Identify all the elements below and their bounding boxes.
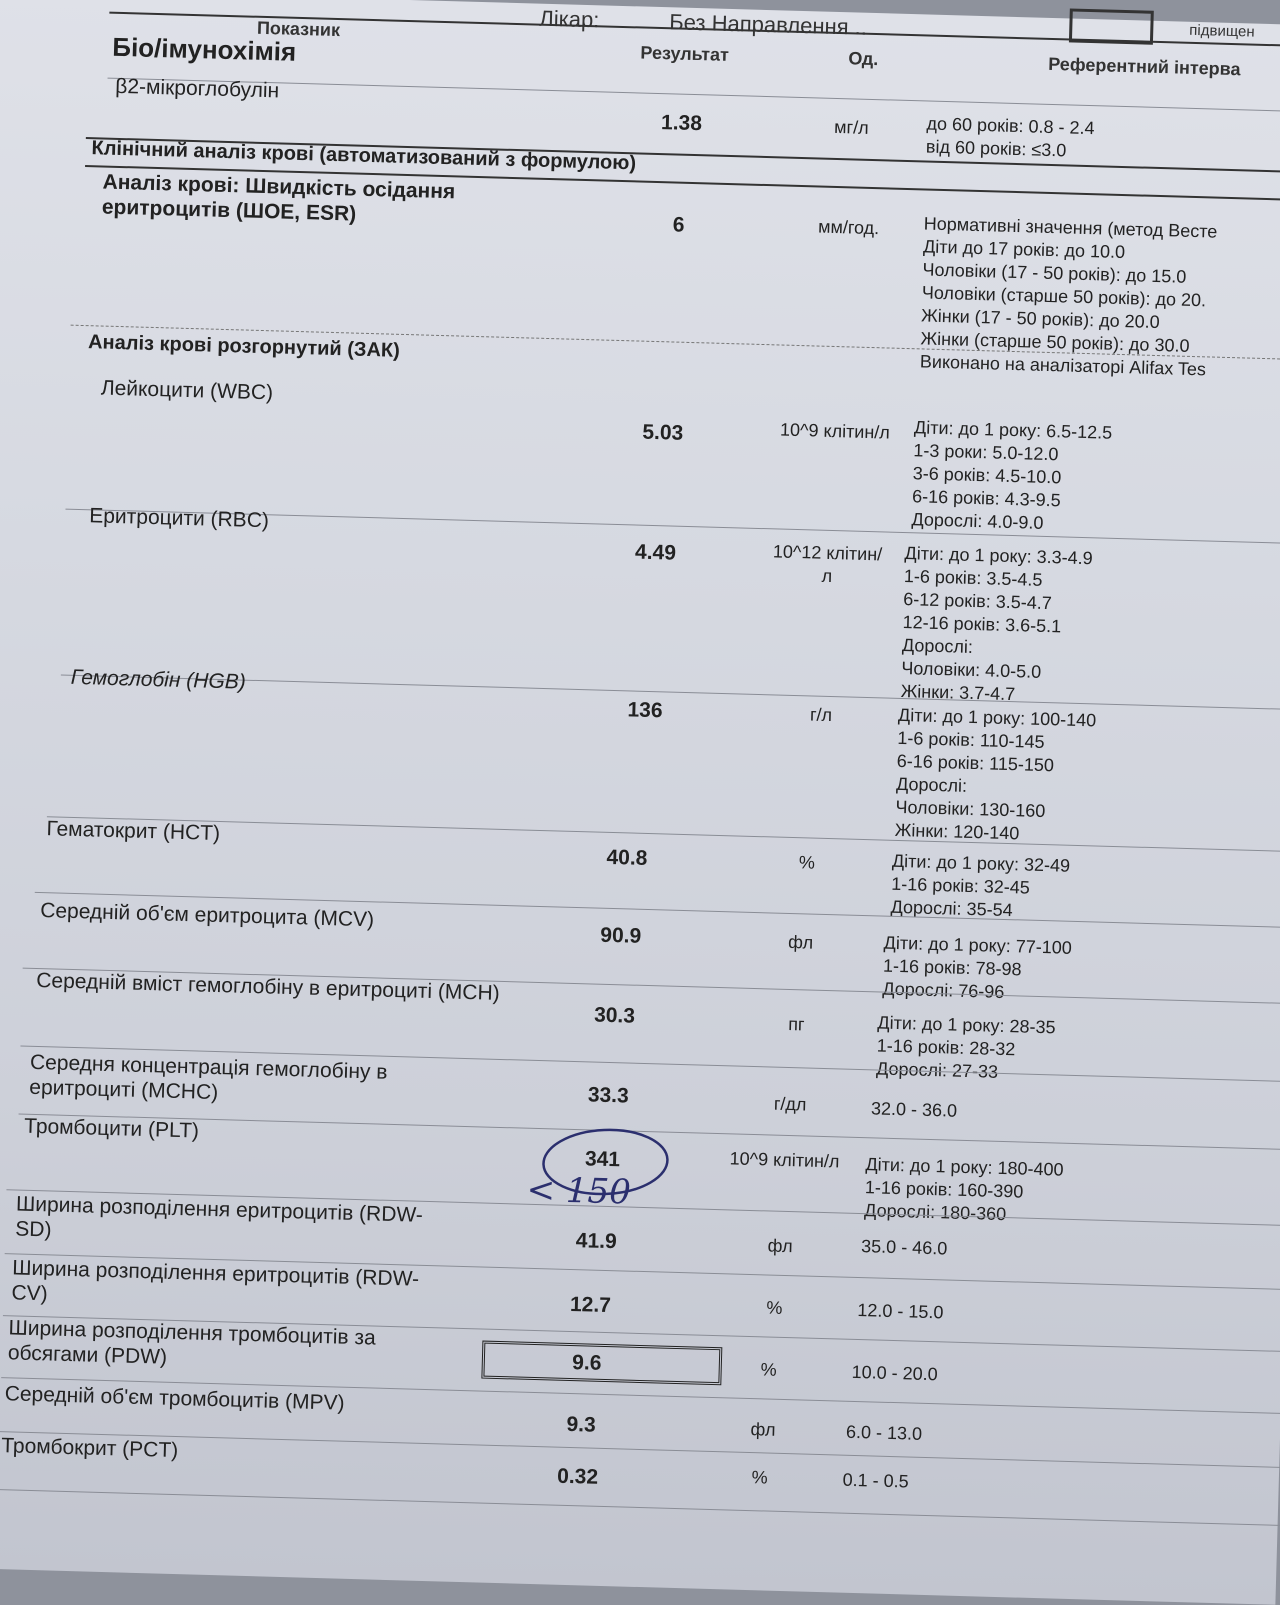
row-name-hgb: Гемоглобін (HGB) bbox=[70, 665, 247, 694]
row-unit-pdw: % bbox=[760, 1359, 778, 1380]
row-unit-rdwcv: % bbox=[766, 1297, 783, 1318]
row-name-esr: Аналіз крові: Швидкість осідання еритроцитів (ШОЕ, ESR) bbox=[101, 170, 456, 226]
row-name-wbc: Лейкоцити (WBC) bbox=[100, 376, 274, 405]
row-ref-rdwsd: 35.0 - 46.0 bbox=[860, 1236, 948, 1259]
row-unit-pct: % bbox=[751, 1467, 768, 1488]
row-unit-mchc: г/дл bbox=[773, 1093, 807, 1115]
row-value-rdwcv: 12.7 bbox=[569, 1292, 612, 1318]
doctor-label: Лікар: bbox=[539, 5, 600, 33]
row-value-rbc: 4.49 bbox=[634, 540, 677, 565]
section-bio: Біо/імунохімія bbox=[111, 31, 297, 67]
col-indicator: Показник bbox=[256, 17, 341, 41]
rule bbox=[0, 1431, 1280, 1468]
row-ref-mpv: 6.0 - 13.0 bbox=[845, 1421, 923, 1444]
row-name-rbc: Еритроцити (RBC) bbox=[88, 504, 270, 533]
row-ref-mcv: Діти: до 1 року: 77-100 1-16 років: 78-98 Дорослі: 76-96 bbox=[882, 932, 1073, 1002]
row-value-b2m: 1.38 bbox=[660, 111, 703, 136]
row-name-hct: Гематокрит (HCT) bbox=[46, 817, 221, 846]
handwritten-note: < 150 bbox=[526, 1169, 632, 1213]
row-unit-mpv: фл bbox=[750, 1419, 776, 1440]
rule bbox=[108, 78, 1280, 113]
corner-text: підвищен bbox=[1189, 21, 1255, 41]
row-value-wbc: 5.03 bbox=[642, 420, 684, 445]
row-unit-b2m: мг/л bbox=[833, 116, 869, 138]
row-unit-mch: пг bbox=[787, 1013, 805, 1035]
section-expanded: Аналіз крові розгорнутий (ЗАК) bbox=[87, 331, 401, 362]
row-ref-pct: 0.1 - 0.5 bbox=[842, 1469, 909, 1492]
row-value-esr: 6 bbox=[672, 213, 685, 237]
doctor-value: Без Направлення .. bbox=[668, 9, 868, 40]
row-name-plt: Тромбоцити (PLT) bbox=[23, 1114, 200, 1143]
row-name-pdw: Ширина розподілення тромбоцитів за обсягами (PDW) bbox=[7, 1316, 377, 1369]
row-unit-plt: 10^9 клітин/л bbox=[729, 1148, 840, 1172]
row-value-pdw: 9.6 bbox=[571, 1351, 602, 1375]
row-ref-plt: Діти: до 1 року: 180-400 1-16 років: 160-390 Дорослі: 180-360 bbox=[863, 1154, 1064, 1225]
row-ref-mch: Діти: до 1 року: 28-35 1-16 років: 28-32 Дорослі: 27-33 bbox=[875, 1012, 1056, 1082]
row-ref-mchc: 32.0 - 36.0 bbox=[870, 1098, 958, 1121]
col-result: Результат bbox=[640, 42, 730, 65]
row-value-mcv: 90.9 bbox=[600, 923, 642, 948]
row-value-pct: 0.32 bbox=[556, 1464, 599, 1489]
row-value-mchc: 33.3 bbox=[587, 1083, 630, 1108]
row-ref-wbc: Діти: до 1 року: 6.5-12.5 1-3 роки: 5.0-12.0 3-6 років: 4.5-10.0 6-16 років: 4.3-9.5 Дорослі: 4.0-9.0 bbox=[911, 417, 1113, 533]
section-clinical: Клінічний аналіз крові (автоматизований з формулою) bbox=[91, 137, 637, 175]
row-value-mch: 30.3 bbox=[593, 1003, 636, 1028]
row-unit-hct: % bbox=[798, 852, 816, 873]
rule bbox=[0, 1489, 1280, 1526]
row-ref-pdw: 10.0 - 20.0 bbox=[851, 1361, 939, 1385]
col-reference: Референтний інтерва bbox=[1048, 53, 1241, 80]
row-name-mcv: Середній об'єм еритроцита (MCV) bbox=[39, 899, 375, 932]
row-value-hct: 40.8 bbox=[606, 845, 648, 870]
col-unit: Од. bbox=[848, 48, 879, 70]
row-unit-wbc: 10^9 клітин/л bbox=[779, 419, 891, 443]
row-unit-rdwsd: фл bbox=[767, 1235, 793, 1257]
row-ref-b2m: до 60 років: 0.8 - 2.4 від 60 років: ≤3.0 bbox=[925, 113, 1095, 161]
row-name-mch: Середній вміст гемоглобіну в еритроциті (MCH) bbox=[35, 968, 500, 1005]
row-value-mpv: 9.3 bbox=[566, 1412, 597, 1437]
row-unit-mcv: фл bbox=[787, 931, 814, 953]
row-ref-rbc: Діти: до 1 року: 3.3-4.9 1-6 років: 3.5-4.5 6-12 років: 3.5-4.7 12-16 років: 3.6-5.1 Дорослі: Чоловіки: 4.0-5.0 Жінки: 3.7-4.7 bbox=[900, 543, 1093, 705]
row-value-plt: 341 bbox=[584, 1147, 621, 1172]
row-ref-rdwcv: 12.0 - 15.0 bbox=[857, 1300, 944, 1323]
row-value-hgb: 136 bbox=[627, 698, 663, 723]
row-ref-hct: Діти: до 1 року: 32-49 1-16 років: 32-45 Дорослі: 35-54 bbox=[890, 850, 1071, 921]
row-name-rdwcv: Ширина розподілення еритроцитів (RDW-CV) bbox=[11, 1256, 420, 1306]
row-unit-hgb: г/л bbox=[809, 704, 833, 726]
row-name-mchc: Середня концентрація гемоглобіну в еритроциті (MCHC) bbox=[29, 1050, 388, 1105]
row-value-rdwsd: 41.9 bbox=[575, 1229, 617, 1254]
row-unit-rbc: 10^12 клітин/л bbox=[772, 541, 883, 587]
row-name-pct: Тромбокрит (PCT) bbox=[0, 1434, 179, 1463]
row-unit-esr: мм/год. bbox=[817, 216, 880, 239]
row-name-mpv: Середній об'єм тромбоцитів (MPV) bbox=[4, 1382, 345, 1415]
row-ref-hgb: Діти: до 1 року: 100-140 1-6 років: 110-145 6-16 років: 115-150 Дорослі: Чоловіки: 130-160 Жінки: 120-140 bbox=[894, 704, 1097, 844]
row-name-b2m: β2-мікроглобулін bbox=[114, 74, 280, 103]
row-name-rdwsd: Ширина розподілення еритроцитів (RDW-SD) bbox=[15, 1192, 424, 1242]
row-ref-esr: Нормативні значення (метод Весте Діти до 17 років: до 10.0 Чоловіки (17 - 50 років): до 15.0 Чоловіки (старше 50 років): до 20. Жінки (17 - 50 років): до 20.0 Жінки (старше 50 років): до 30.0 Виконано на аналізаторі Alifax Tes bbox=[919, 213, 1218, 380]
